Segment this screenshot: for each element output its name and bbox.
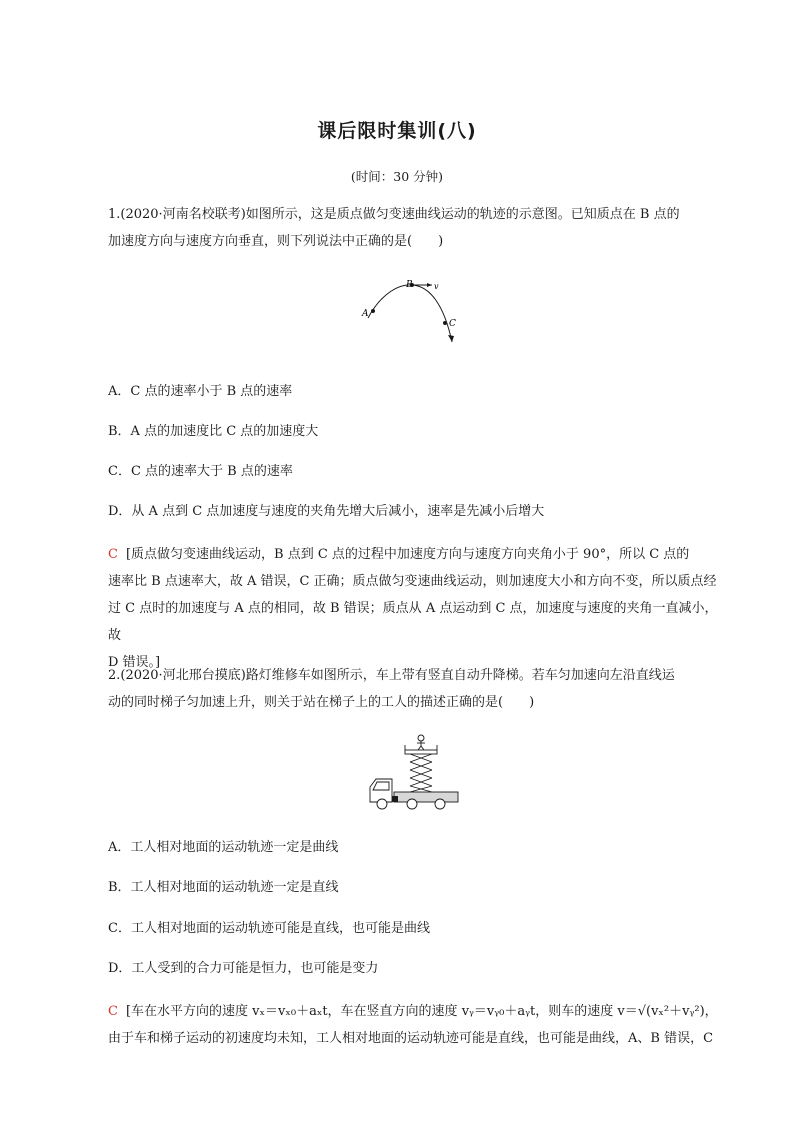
q2-explanation-text1: [车在水平方向的速度 vₓ＝vₓ₀＋aₓt，车在竖直方向的速度 vᵧ＝vᵧ₀＋aᵧt，则车的速度 v＝√(vₓ²＋vᵧ²)， xyxy=(125,1004,718,1019)
q1-option-a: A．C 点的速率小于 B 点的速率 xyxy=(108,384,293,399)
trajectory-curve xyxy=(368,285,452,342)
q2-option-d: D．工人受到的合力可能是恒力，也可能是变力 xyxy=(108,961,379,976)
label-a: A xyxy=(362,309,369,319)
label-v: v xyxy=(434,282,439,291)
middle-wheel xyxy=(407,799,417,809)
cab-connector xyxy=(392,796,398,802)
trajectory-arrowhead xyxy=(448,335,454,342)
q1-explanation-line3: 过 C 点时的加速度与 A 点的相同，故 B 错误；质点从 A 点运动到 C 点，加速度与速度的夹角一直减小，故 xyxy=(108,601,718,643)
q1-option-d: D．从 A 点到 C 点加速度与速度的夹角先增大后减小，速率是先减小后增大 xyxy=(108,504,545,519)
q2-explanation-line2: 由于车和梯子运动的初速度均未知，工人相对地面的运动轨迹可能是直线，也可能是曲线，A、B 错误，C xyxy=(108,1031,714,1046)
q2-stem-line1: 2.(2020·河北邢台摸底)路灯维修车如图所示，车上带有竖直自动升降梯。若车匀加速向左沿直线运 xyxy=(108,668,675,683)
q1-stem-line1: 1.(2020·河南名校联考)如图所示，这是质点做匀变速曲线运动的轨迹的示意图。已知质点在 B 点的 xyxy=(108,207,680,222)
lift-platform xyxy=(405,750,437,754)
point-a-dot xyxy=(371,309,375,313)
truck-bed xyxy=(394,792,458,802)
q1-answer-letter: C xyxy=(108,547,118,562)
q2-explanation xyxy=(108,998,718,1052)
point-c-dot xyxy=(443,321,447,325)
q1-explanation-line4: D 错误。] xyxy=(108,655,161,670)
q1-explanation-line2: 速率比 B 点速率大，故 A 错误，C 正确；质点做匀变速曲线运动，则加速度大小和方向不变，所以质点经 xyxy=(108,574,717,589)
front-wheel xyxy=(377,799,387,809)
worker-head xyxy=(418,735,424,741)
q1-option-c: C．C 点的速率大于 B 点的速率 xyxy=(108,464,293,479)
q1-explanation-text1: [质点做匀变速曲线运动，B 点到 C 点的过程中加速度方向与速度方向夹角小于 90°，所以 C 点的 xyxy=(125,547,690,562)
time-limit: (时间：30 分钟) xyxy=(350,169,444,184)
q2-repair-truck-figure xyxy=(366,733,462,813)
q2-option-c: C．工人相对地面的运动轨迹可能是直线，也可能是曲线 xyxy=(108,921,430,936)
q2-stem-line2: 动的同时梯子匀加速上升，则关于站在梯子上的工人的描述正确的是( ) xyxy=(108,695,535,710)
q1-stem-line2: 加速度方向与速度方向垂直，则下列说法中正确的是( ) xyxy=(108,234,444,249)
q1-option-b: B．A 点的加速度比 C 点的加速度大 xyxy=(108,424,319,439)
q2-stem xyxy=(108,662,718,716)
cab-window xyxy=(373,782,389,790)
scissor-lift xyxy=(410,754,432,792)
q2-answer-letter: C xyxy=(108,1004,118,1019)
q2-option-b: B．工人相对地面的运动轨迹一定是直线 xyxy=(108,880,339,895)
q1-explanation-line1 xyxy=(108,541,718,568)
q1-trajectory-figure xyxy=(360,280,470,356)
q2-explanation-line1 xyxy=(108,998,718,1025)
rear-wheel xyxy=(435,799,445,809)
q2-option-a: A．工人相对地面的运动轨迹一定是曲线 xyxy=(108,840,339,855)
q1-explanation xyxy=(108,541,718,676)
label-c: C xyxy=(449,319,456,329)
label-b: B xyxy=(406,280,413,290)
q1-stem xyxy=(108,201,718,255)
page-title: 课后限时集训(八) xyxy=(317,120,477,142)
velocity-arrowhead xyxy=(427,283,432,287)
